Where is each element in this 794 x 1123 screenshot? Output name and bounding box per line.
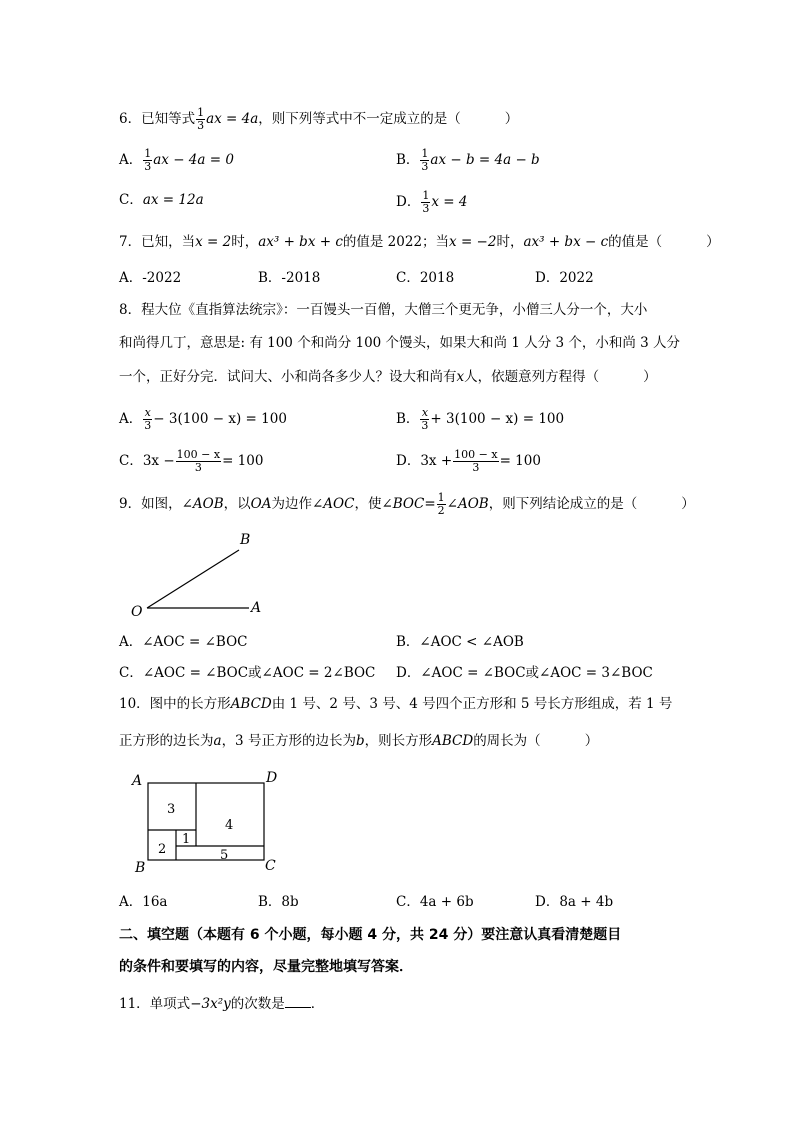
q7-option-a: A．-2022: [119, 270, 182, 286]
label-a: A: [132, 773, 143, 789]
q7-option-b: B．-2018: [258, 270, 321, 286]
q8-option-a: A． $\frac{x}{3}$ − 3(100 − x) = 100: [119, 406, 287, 432]
q8-line-2: 和尚得几丁，意思是: 有 100 个和尚分 100 个馒头，如果大和尚 1 人分 3 个，小和尚 3 人分: [119, 335, 681, 351]
q10-option-c: C．4a + 6b: [396, 894, 474, 910]
label-b: B: [240, 532, 251, 548]
label-o: O: [131, 604, 143, 620]
label-d: D: [266, 770, 278, 786]
q8-line-1: 8．程大位《直指算法统宗》：一百馒头一百僧，大僧三个更无争，小僧三人分一个，大小: [119, 302, 648, 318]
q10-line-2: 正方形的边长为a，3 号正方形的边长为b，则长方形ABCD的周长为（ ）: [119, 733, 599, 749]
q9-stem: 9．如图，∠AOB，以OA为边作∠AOC，使∠BOC= $\frac{1}{2}$ ∠AOB，则下列结论成立的是（ ）: [119, 491, 695, 517]
answer-blank[interactable]: [285, 993, 311, 1008]
q7-stem: 7．已知，当x = 2时，ax³ + bx + c的值是 2022；当x = −2时，ax³ + bx − c的值是（ ）: [119, 234, 720, 250]
q9-option-c: C．∠AOC = ∠BOC或∠AOC = 2∠BOC: [119, 665, 376, 681]
q9-option-a: A．∠AOC = ∠BOC: [119, 634, 248, 650]
q8-line-3: 一个，正好分完．试问大、小和尚各多少人？设大和尚有x人，依题意列方程得（ ）: [119, 369, 657, 385]
q7-option-c: C．2018: [396, 270, 455, 286]
q10-option-a: A．16a: [119, 894, 168, 910]
q10-option-d: D．8a + 4b: [535, 894, 614, 910]
q11-stem: 11．单项式−3x²y的次数是 ．: [119, 993, 324, 1014]
q6-option-c: C．ax = 12a: [119, 192, 204, 208]
q6-option-a: A． $\frac{1}{3}$ ax − 4a = 0: [119, 147, 234, 173]
section-2-heading-line-2: 的条件和要填写的内容，尽量完整地填写答案．: [119, 959, 413, 975]
rectangle-abcd-figure: [128, 768, 283, 878]
angle-aob-figure: [125, 528, 275, 623]
q8-option-c: C．3x − $\frac{100 - x}{3}$ = 100: [119, 448, 264, 474]
section-2-heading-line-1: 二、填空题（本题有 6 个小题，每小题 4 分，共 24 分）要注意认真看清楚题目: [119, 927, 622, 943]
q9-option-b: B．∠AOC < ∠AOB: [396, 634, 524, 650]
q6-option-d: D． $\frac{1}{3}$ x = 4: [396, 189, 468, 215]
label-b: B: [135, 860, 146, 876]
q8-option-b: B． $\frac{x}{3}$ + 3(100 − x) = 100: [396, 406, 565, 432]
square-2-label: 2: [158, 842, 167, 857]
square-1-label: 1: [182, 832, 191, 847]
label-c: C: [265, 858, 276, 874]
ray-ob: [147, 550, 239, 608]
q6-option-b: B． $\frac{1}{3}$ ax − b = 4a − b: [396, 147, 540, 173]
q7-option-d: D．2022: [535, 270, 594, 286]
q10-line-1: 10．图中的长方形ABCD由 1 号、2 号、3 号、4 号四个正方形和 5 号长方形组成，若 1 号: [119, 696, 673, 712]
square-3-label: 3: [167, 802, 176, 817]
rect-5-label: 5: [220, 848, 229, 863]
q6-stem: 6．已知等式 $\frac{1}{3}$ ax = 4a，则下列等式中不一定成立的是（ ）: [119, 106, 519, 132]
label-a: A: [251, 600, 262, 616]
q10-option-b: B．8b: [258, 894, 299, 910]
square-4-label: 4: [225, 818, 234, 833]
fraction-one-third: $\frac{1}{3}$: [197, 106, 205, 132]
q8-option-d: D．3x + $\frac{100 - x}{3}$ = 100: [396, 448, 541, 474]
q9-option-d: D．∠AOC = ∠BOC或∠AOC = 3∠BOC: [396, 665, 653, 681]
